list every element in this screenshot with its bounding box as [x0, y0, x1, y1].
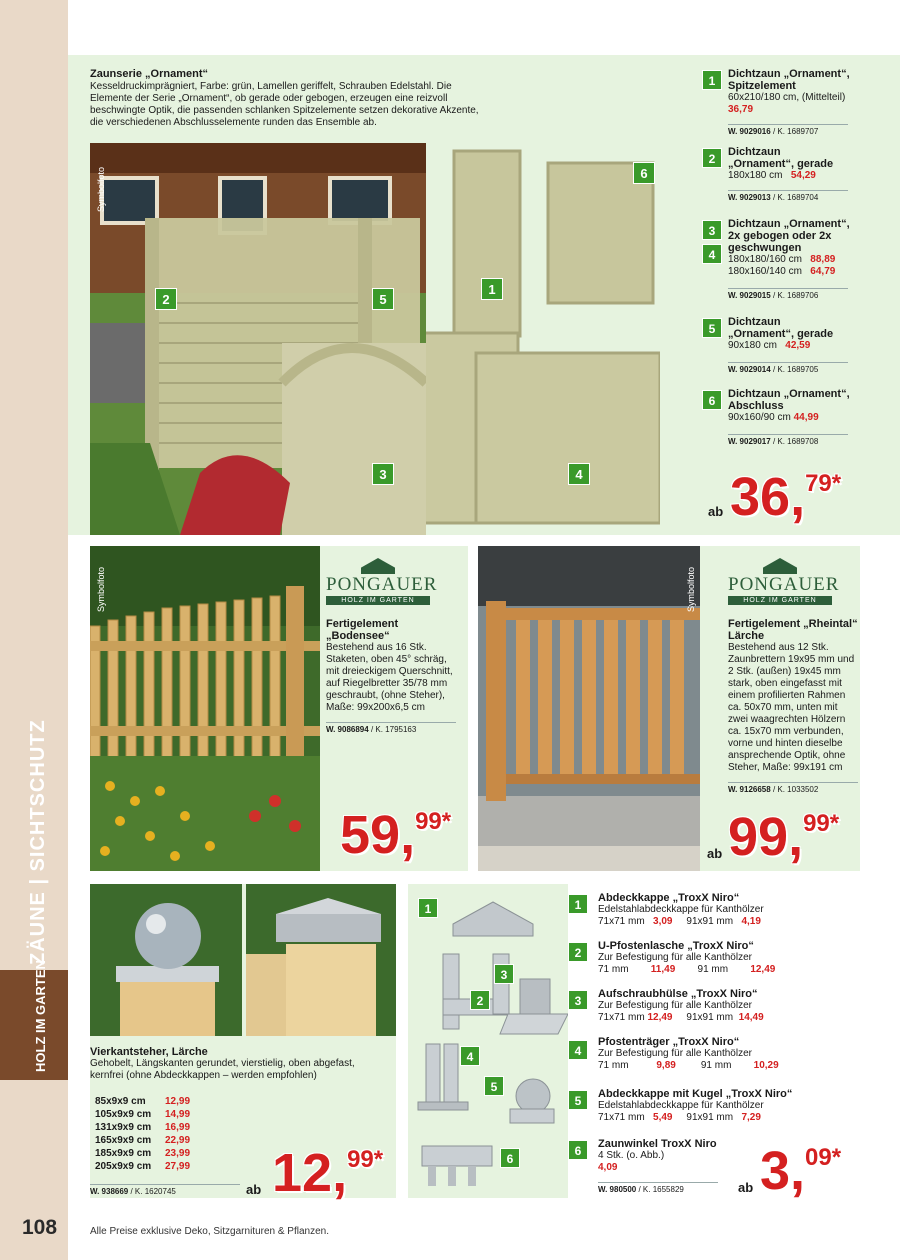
- troxx-item-4: Pfostenträger „TroxX Niro“ Zur Befestigung für alle Kanthölzer 71 mm 9,89 91 mm 10,29: [598, 1036, 779, 1071]
- symbol-label: Symbolfoto: [686, 566, 696, 612]
- ornament-item-5: Dichtzaun „Ornament“, gerade 90x180 cm 42,59: [728, 316, 834, 351]
- photo-badge: 2: [155, 288, 177, 310]
- bodensee-big-price: 59,99*: [340, 805, 452, 865]
- page-number: 108: [22, 1216, 58, 1239]
- table-row: 105x9x9 cm 14,99: [95, 1109, 191, 1120]
- article-number: W. 9029017 / K. 1689708: [728, 434, 848, 446]
- bodensee-photo: [90, 546, 320, 871]
- troxx-item-3: Aufschraubhülse „TroxX Niro“ Zur Befestigung für alle Kanthölzer 71x71 mm 12,49 91x91 mm 14,49: [598, 988, 764, 1023]
- steher-big-price: 12,99*: [272, 1143, 384, 1203]
- item-badge: 6: [568, 1140, 588, 1160]
- item-badge: 2: [702, 148, 722, 168]
- bodensee-product: Fertigelement „Bodensee“ Bestehend aus 16 Stk. Staketen, oben 45° schräg, mit dreieckigem Querschnitt, auf Riegelbretter 35/78 mm geschraubt, (ohne Steher), Maße: 99x200x6,5 cm: [326, 618, 453, 713]
- troxx-item-6: Zaunwinkel TroxX Niro 4 Stk. (o. Abb.) 4,09: [598, 1138, 717, 1173]
- ornament-big-price: 36,79*: [730, 467, 842, 527]
- rheintal-product: Fertigelement „Rheintal“ Lärche Bestehend aus 12 Stk. Zaunbrettern 19x95 mm und 2 Stk. (außen) 19x45 mm stark, oben eingefasst mit einem profilierten Rahmen ca. 50x70 mm, unten mit zwei waagrechten Hölzern ca. 15x70 mm verbunden, vorne und hinten dieselbe ansprechende Optik, ohne Steher, Maße: 99x191 cm: [728, 618, 858, 773]
- photo-badge: 5: [372, 288, 394, 310]
- price-prefix: ab: [707, 846, 723, 861]
- article-number: W. 9029013 / K. 1689704: [728, 190, 848, 202]
- table-row: 185x9x9 cm 23,99: [95, 1148, 191, 1159]
- troxx-item-1: Abdeckkappe „TroxX Niro“ Edelstahlabdeckkappe für Kanthölzer 71x71 mm 3,09 91x91 mm 4,19: [598, 892, 764, 927]
- table-row: 205x9x9 cm 27,99: [95, 1161, 191, 1172]
- item-badge: 3: [702, 220, 722, 240]
- ornament-item-6: Dichtzaun „Ornament“, Abschluss 90x160/90 cm 44,99: [728, 388, 850, 423]
- logo-house-icon: [763, 558, 797, 574]
- steher-product: Vierkantsteher, Lärche Gehobelt, Längskanten gerundet, vierstielig, oben abgefast, kernfrei (ohne Abdeckkappen – werden empfohlen): [90, 1046, 355, 1081]
- pongauer-logo: PONGAUER HOLZ IM GARTEN: [326, 558, 430, 605]
- item-badge: 4: [702, 244, 722, 264]
- photo-badge: 3: [494, 964, 514, 984]
- price-prefix: ab: [708, 504, 724, 519]
- ornament-item-1: Dichtzaun „Ornament“, Spitzelement 60x210/180 cm, (Mittelteil) 36,79: [728, 68, 850, 115]
- item-badge: 3: [568, 990, 588, 1010]
- steher-photo-ball: [90, 884, 242, 1036]
- article-number: W. 9029014 / K. 1689705: [728, 362, 848, 374]
- ornament-elements-photo: [426, 143, 660, 535]
- article-number: W. 9086894 / K. 1795163: [326, 722, 456, 734]
- steher-size-table: [95, 1096, 190, 1174]
- symbol-label: Symbolfoto: [96, 566, 106, 612]
- symbol-label: Symbolfoto: [96, 166, 106, 212]
- photo-badge: 5: [484, 1076, 504, 1096]
- table-row: 165x9x9 cm 22,99: [95, 1135, 191, 1146]
- price-prefix: ab: [246, 1182, 262, 1197]
- table-row: 85x9x9 cm 12,99: [95, 1096, 191, 1107]
- item-badge: 1: [568, 894, 588, 914]
- ornament-item-3-4: Dichtzaun „Ornament“, 2x gebogen oder 2x geschwungen 180x180/160 cm 88,89 180x160/140 cm 64,79: [728, 218, 850, 277]
- article-number: W. 9126658 / K. 1033502: [728, 782, 858, 794]
- photo-badge: 4: [568, 463, 590, 485]
- rheintal-big-price: 99,99*: [728, 807, 840, 867]
- price-prefix: ab: [738, 1180, 754, 1195]
- footer-note: Alle Preise exklusive Deko, Sitzgarnituren & Pflanzen.: [90, 1226, 330, 1237]
- item-badge: 1: [702, 70, 722, 90]
- photo-badge: 4: [460, 1046, 480, 1066]
- troxx-big-price: 3,09*: [760, 1141, 842, 1201]
- item-badge: 2: [568, 942, 588, 962]
- category-label: HOLZ IM GARTEN: [33, 960, 48, 1072]
- ornament-intro: Kesseldruckimprägniert, Farbe: grün, Lamellen geriffelt, Schrauben Edelstahl. Die Elemente der Serie „Ornament“, ob gerade oder gebogen, erzeugen eine reizvoll beschwingte Optik, die passenden schlanken Spitzelemente setzen dekorative Akzente, die verschiedenen Abschlusselemente runden das Ensemble ab.: [90, 81, 479, 128]
- troxx-photo: [408, 884, 568, 1198]
- article-number: W. 938669 / K. 1620745: [90, 1184, 240, 1196]
- photo-badge: 1: [418, 898, 438, 918]
- section-label: ZÄUNE | SICHTSCHUTZ: [27, 719, 49, 965]
- item-badge: 5: [702, 318, 722, 338]
- article-number: W. 9029016 / K. 1689707: [728, 124, 848, 136]
- photo-badge: 2: [470, 990, 490, 1010]
- logo-house-icon: [361, 558, 395, 574]
- item-badge: 6: [702, 390, 722, 410]
- pongauer-logo: PONGAUER HOLZ IM GARTEN: [728, 558, 832, 605]
- photo-badge: 6: [500, 1148, 520, 1168]
- troxx-item-5: Abdeckkappe mit Kugel „TroxX Niro“ Edelstahlabdeckkappe für Kanthölzer 71x71 mm 5,49 91x91 mm 7,29: [598, 1088, 793, 1123]
- photo-badge: 1: [481, 278, 503, 300]
- photo-badge: 3: [372, 463, 394, 485]
- photo-badge: 6: [633, 162, 655, 184]
- ornament-title: Zaunserie „Ornament“: [90, 68, 208, 80]
- ornament-item-2: Dichtzaun „Ornament“, gerade 180x180 cm 54,29: [728, 146, 834, 181]
- steher-photo-cap: [246, 884, 396, 1036]
- article-number: W. 9029015 / K. 1689706: [728, 288, 848, 300]
- troxx-item-2: U-Pfostenlasche „TroxX Niro“ Zur Befestigung für alle Kanthölzer 71 mm 11,49 91 mm 12,49: [598, 940, 776, 975]
- rheintal-photo: [478, 546, 700, 871]
- table-row: 131x9x9 cm 16,99: [95, 1122, 191, 1133]
- item-badge: 5: [568, 1090, 588, 1110]
- item-badge: 4: [568, 1040, 588, 1060]
- article-number: W. 980500 / K. 1655829: [598, 1182, 718, 1194]
